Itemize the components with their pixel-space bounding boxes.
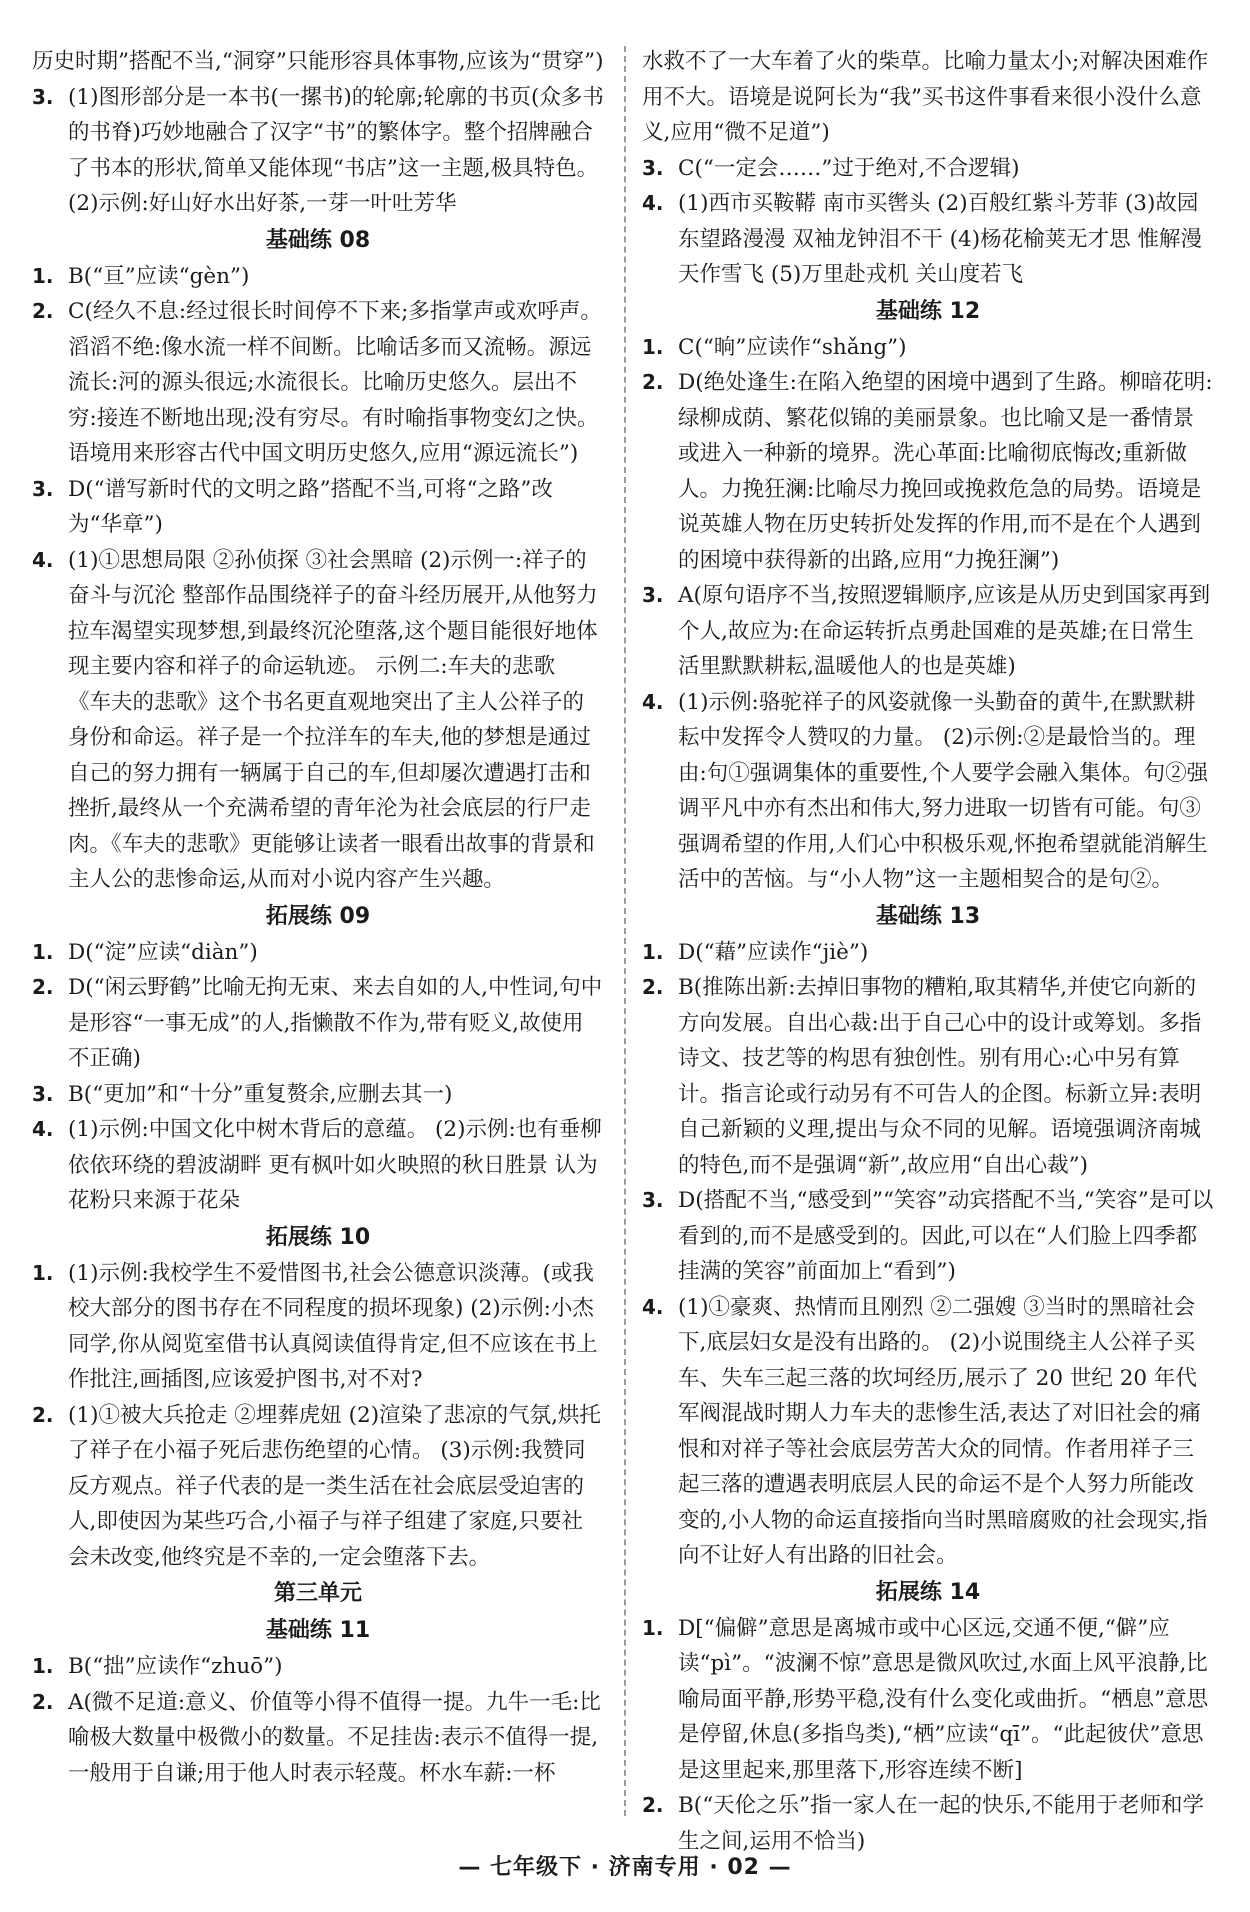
item-number: 4.	[642, 1294, 664, 1319]
section-heading: 第三单元	[273, 1581, 362, 1606]
answer-item	[32, 472, 604, 543]
item-text: (1)①豪爽、热情而且刚烈 ②二强嫂 ③当时的黑暗社会下,底层妇女是没有出路的。 (2)小说围绕主人公祥子买车、失车三起三落的坎坷经历,展示了 20 世纪 20 年代军阀混战时期人力车夫的悲惨生活,表达了对旧社会的痛恨和对祥子等社会底层劳苦大众的同情。作者用祥子三起三落的遭遇表明底层人民的命运不是个人努力所能改变的,小人物的命运直接指向当时黑暗腐败的社会现实,指向不让好人有出路的旧社会。	[678, 1294, 1208, 1568]
item-text: B(推陈出新:去掉旧事物的糟粕,取其精华,并使它向新的方向发展。自出心裁:出于自己心中的设计或筹划。多指诗文、技艺等的构思有独创性。别有用心:心中另有算计。指言论或行动另有不可告人的企图。标新立异:表明自己新颖的义理,提出与众不同的见解。语境强调济南城的特色,而不是强调“新”,故应用“自出心裁”)	[678, 975, 1202, 1178]
item-number: 2.	[32, 975, 54, 999]
answer-item	[642, 365, 1214, 578]
answer-item	[642, 1183, 1214, 1290]
answer-item	[642, 935, 1214, 971]
answer-item	[32, 259, 604, 295]
item-number: 4.	[32, 1117, 54, 1141]
item-text: B(“拙”应读作“zhuō”)	[68, 1654, 283, 1679]
item-text: (1)图形部分是一本书(一摞书)的轮廓;轮廓的书页(众多书的书脊)巧妙地融合了汉字“书”的繁体字。整个招牌融合了书本的形状,简单又能体现“书店”这一主题,极具特色。 (2)示例:好山好水出好茶,一芽一叶吐芳华	[68, 84, 604, 216]
item-text: (1)①思想局限 ②孙侦探 ③社会黑暗 (2)示例一:祥子的奋斗与沉沦 整部作品围绕祥子的奋斗经历展开,从他努力拉车渴望实现梦想,到最终沉沦堕落,这个题目能很好地体现主要内容和祥子的命运轨迹。 示例二:车夫的悲歌 《车夫的悲歌》这个书名更直观地突出了主人公祥子的身份和命运。祥子是一个拉洋车的车夫,他的梦想是通过自己的努力拥有一辆属于自己的车,但却屡次遭遇打击和挫折,最终从一个充满希望的青年沦为社会底层的行尸走肉。《车夫的悲歌》更能够让读者一眼看出故事的背景和主人公的悲惨命运,从而对小说内容产生兴趣。	[68, 547, 598, 892]
answer-item	[642, 970, 1214, 1183]
answer-item	[642, 151, 1214, 187]
item-text: D(“藉”应读作“jiè”)	[678, 939, 869, 965]
column-divider	[624, 46, 626, 1816]
item-text: A(微不足道:意义、价值等小得不值得一提。九牛一毛:比喻极大数量中极微小的数量。不足挂齿:表示不值得一提,一般用于自谦;用于他人时表示轻蔑。杯水车薪:一杯	[68, 1689, 601, 1786]
answer-item	[32, 80, 604, 222]
continued-text: 水救不了一大车着了火的柴草。比喻力量太小;对解决困难作用不大。语境是说阿长为“我”买书这件事看来很小没什么意义,应用“微不足道”)	[642, 49, 1209, 145]
answer-item	[642, 1788, 1214, 1859]
item-number: 1.	[642, 1615, 664, 1640]
section-heading: 拓展练 09	[265, 903, 371, 929]
item-number: 3.	[32, 1081, 54, 1106]
answer-item	[32, 1256, 604, 1398]
item-number: 2.	[32, 1402, 54, 1427]
answer-item	[642, 578, 1214, 685]
item-text: C(经久不息:经过很长时间停不下来;多指掌声或欢呼声。滔滔不绝:像水流一样不间断。比喻话多而又流畅。源远流长:河的源头很远;水流很长。比喻历史悠久。层出不穷:接连不断地出现;没有穷尽。有时喻指事物变幻之快。语境用来形容古代中国文明历史悠久,应用“源远流长”)	[68, 299, 602, 466]
item-number: 4.	[642, 689, 664, 714]
item-text: C(“一定会……”过于绝对,不合逻辑)	[678, 155, 1020, 181]
item-number: 2.	[642, 1793, 664, 1817]
section-heading: 基础练 11	[265, 1618, 371, 1643]
item-text: (1)示例:我校学生不爱惜图书,社会公德意识淡薄。(或我校大部分的图书存在不同程度的损坏现象) (2)示例:小杰同学,你从阅览室借书认真阅读值得肯定,但不应该在书上作批注,画插图,应该爱护图书,对不对?	[68, 1260, 598, 1392]
section-heading: 拓展练 10	[265, 1224, 371, 1250]
item-number: 2.	[32, 1689, 54, 1714]
item-number: 4.	[642, 191, 664, 215]
section-heading: 基础练 08	[265, 227, 371, 253]
page-footer: — 七年级下 · 济南专用 · 02 —	[458, 1855, 792, 1880]
item-number: 3.	[642, 1188, 664, 1212]
answer-item	[32, 935, 604, 971]
item-text: D[“偏僻”意思是离城市或中心区远,交通不便,“僻”应读“pì”。“波澜不惊”意思是微风吹过,水面上风平浪静,比喻局面平静,形势平稳,没有什么变化或曲折。“栖息”意思是停留,休息(多指鸟类),“栖”应读“qī”。“此起彼伏”意思是这里起来,那里落下,形容连续不断]	[678, 1615, 1209, 1783]
answer-item	[32, 1077, 604, 1113]
answer-item	[32, 543, 604, 898]
answer-item	[32, 1649, 604, 1685]
item-text: D(绝处逢生:在陷入绝望的困境中遇到了生路。柳暗花明:绿柳成荫、繁花似锦的美丽景象。也比喻又是一番情景或进入一种新的境界。洗心革面:比喻彻底悔改;重新做人。力挽狂澜:比喻尽力挽回或挽救危急的局势。语境是说英雄人物在历史转折处发挥的作用,而不是在个人遇到的困境中获得新的出路,应用“力挽狂澜”)	[678, 370, 1213, 573]
item-text: D(搭配不当,“感受到”“笑容”动宾搭配不当,“笑容”是可以看到的,而不是感受到的。因此,可以在“人们脸上四季都挂满的笑容”前面加上“看到”)	[678, 1188, 1214, 1284]
item-text: (1)示例:中国文化中树木背后的意蕴。 (2)示例:也有垂柳依依环绕的碧波湖畔 更有枫叶如火映照的秋日胜景 认为花粉只来源于花朵	[68, 1117, 602, 1213]
item-number: 1.	[32, 939, 54, 964]
item-text: B(“亘”应读“gèn”)	[68, 263, 250, 289]
item-text: D(“闲云野鹤”比喻无拘无束、来去自如的人,中性词,句中是形容“一事无成”的人,指懒散不作为,带有贬义,故使用不正确)	[68, 975, 603, 1071]
item-text: C(“晌”应读作“shǎng”)	[678, 334, 907, 360]
item-number: 1.	[642, 334, 664, 359]
item-text: D(“谱写新时代的文明之路”搭配不当,可将“之路”改为“华章”)	[68, 476, 553, 537]
item-number: 1.	[32, 263, 54, 288]
section-heading: 拓展练 14	[875, 1579, 981, 1605]
item-text: D(“淀”应读“diàn”)	[68, 939, 258, 965]
answer-item	[32, 970, 604, 1077]
right-column	[642, 44, 1214, 1859]
item-number: 3.	[32, 476, 54, 501]
answer-item	[642, 186, 1214, 293]
continued-text: 历史时期”搭配不当,“洞穿”只能形容具体事物,应该为“贯穿”)	[32, 49, 604, 74]
item-number: 1.	[642, 939, 664, 964]
answer-item	[642, 685, 1214, 898]
item-number: 3.	[642, 583, 664, 607]
item-number: 1.	[32, 1654, 54, 1678]
item-text: B(“天伦之乐”指一家人在一起的快乐,不能用于老师和学生之间,运用不恰当)	[678, 1793, 1205, 1854]
answer-item	[32, 1685, 604, 1792]
item-number: 2.	[32, 299, 54, 323]
answer-item	[642, 330, 1214, 366]
section-heading: 基础练 13	[875, 903, 981, 929]
item-number: 3.	[32, 84, 54, 109]
item-text: (1)①被大兵抢走 ②埋葬虎妞 (2)渲染了悲凉的气氛,烘托了祥子在小福子死后悲伤绝望的心情。 (3)示例:我赞同反方观点。祥子代表的是一类生活在社会底层受迫害的人,即使因为某些巧合,小福子与祥子组建了家庭,只要社会未改变,他终究是不幸的,一定会堕落下去。	[68, 1402, 601, 1570]
answer-item	[32, 294, 604, 472]
section-heading: 基础练 12	[875, 298, 981, 324]
item-text: (1)示例:骆驼祥子的风姿就像一头勤奋的黄牛,在默默耕耘中发挥令人赞叹的力量。 (2)示例:②是最恰当的。理由:句①强调集体的重要性,个人要学会融入集体。句②强调平凡中亦有杰出和伟大,努力进取一切皆有可能。句③强调希望的作用,人们心中积极乐观,怀抱希望就能消解生活中的苦恼。与“小人物”这一主题相契合的是句②。	[678, 689, 1209, 892]
item-number: 3.	[642, 155, 664, 180]
answer-item	[642, 1611, 1214, 1789]
item-text: A(原句语序不当,按照逻辑顺序,应该是从历史到国家再到个人,故应为:在命运转折点勇赴国难的是英雄;在日常生活里默默耕耘,温暖他人的也是英雄)	[678, 583, 1211, 679]
answer-item	[32, 1398, 604, 1576]
item-number: 1.	[32, 1260, 54, 1285]
item-text: B(“更加”和“十分”重复赘余,应删去其一)	[68, 1081, 453, 1107]
item-number: 4.	[32, 547, 54, 572]
answer-item	[642, 1290, 1214, 1574]
item-number: 2.	[642, 975, 664, 999]
left-column	[32, 44, 604, 1791]
answer-item	[32, 1112, 604, 1219]
item-text: (1)西市买鞍鞯 南市买辔头 (2)百般红紫斗芳菲 (3)故园东望路漫漫 双袖龙钟泪不干 (4)杨花榆荚无才思 惟解漫天作雪飞 (5)万里赴戎机 关山度若飞	[678, 191, 1202, 287]
item-number: 2.	[642, 370, 664, 394]
